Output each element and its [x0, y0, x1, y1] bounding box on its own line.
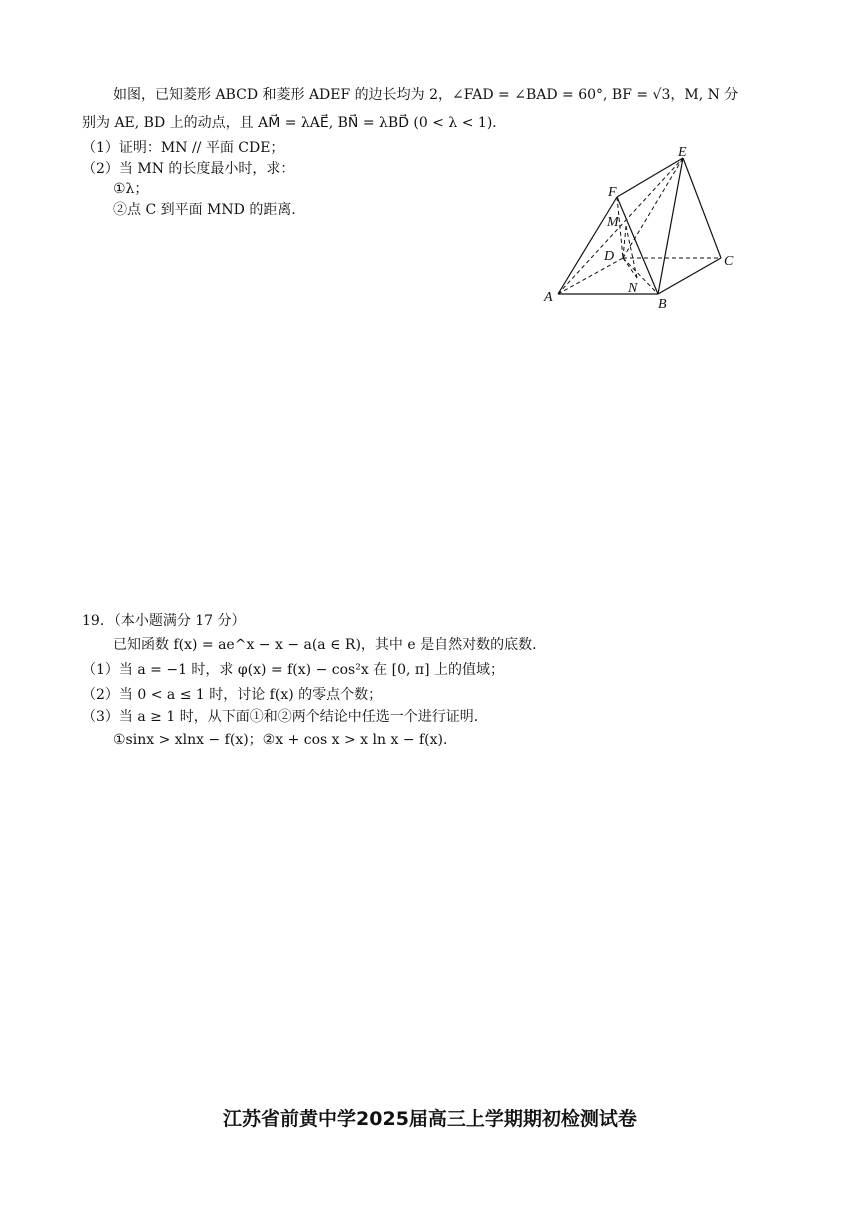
geometry-figure — [540, 140, 740, 315]
p19-part2: （2）当 0 < a ≤ 1 时，讨论 f(x) 的零点个数； — [82, 687, 383, 703]
label-A: A — [544, 290, 553, 305]
p18-part1: （1）证明：MN // 平面 CDE； — [82, 140, 285, 156]
p19-part3: （3）当 a ≥ 1 时，从下面①和②两个结论中任选一个进行证明． — [82, 709, 488, 725]
edge-AE-dashed — [558, 158, 683, 294]
label-M: M — [607, 215, 619, 230]
p18-part2: （2）当 MN 的长度最小时，求： — [82, 161, 295, 177]
p19-part3-options: ①sinx > xlnx − f(x)；②x + cos x > x ln x − f(x)． — [113, 732, 457, 748]
edge-EC — [683, 158, 721, 258]
segment-MD-dashed — [623, 226, 626, 258]
edge-FB — [617, 197, 658, 294]
p18-intro-line1: 如图，已知菱形 ABCD 和菱形 ADEF 的边长均为 2，∠FAD = ∠BAD = 60°, BF = √3，M, N 分 — [113, 87, 739, 103]
p19-header: 19．（本小题满分 17 分） — [82, 613, 246, 629]
edge-CB — [658, 258, 721, 294]
exam-title-footer: 江苏省前黄中学2025届高三上学期期初检测试卷 — [223, 1108, 637, 1130]
label-D: D — [604, 249, 615, 264]
p18-part2-sub1: ①λ； — [113, 181, 149, 197]
label-F: F — [608, 185, 617, 200]
label-C: C — [724, 254, 734, 269]
edge-AF — [558, 197, 617, 294]
label-B: B — [658, 297, 667, 312]
edge-FE — [617, 158, 683, 197]
p19-part1: （1）当 a = −1 时，求 φ(x) = f(x) − cos²x 在 [0, π] 上的值域； — [82, 662, 505, 678]
p18-part2-sub2: ②点 C 到平面 MND 的距离． — [113, 202, 306, 218]
p19-intro: 已知函数 f(x) = ae^x − x − a(a ∈ R)，其中 e 是自然对数的底数． — [113, 637, 547, 653]
label-N: N — [628, 281, 638, 296]
p18-intro-line2: 别为 AE, BD 上的动点，且 AM⃗ = λAE⃗, BN⃗ = λBD⃗ (0 < λ < 1)． — [82, 115, 507, 131]
label-E: E — [678, 145, 687, 160]
